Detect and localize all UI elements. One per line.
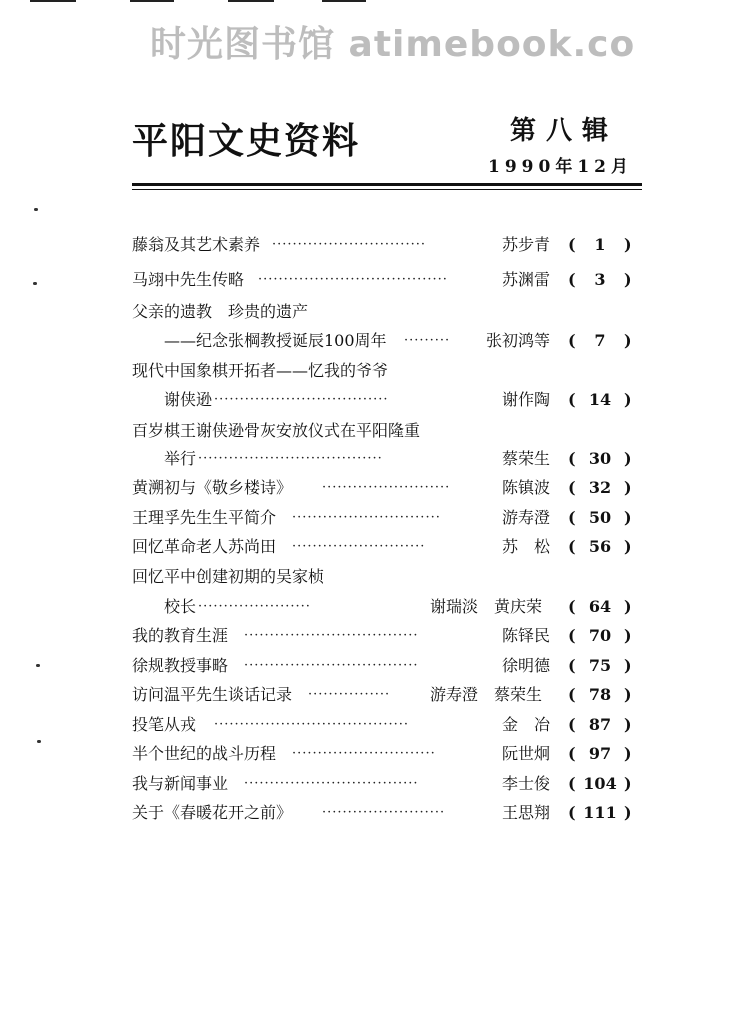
scan-mark bbox=[228, 0, 274, 2]
leader-dots: ······························ bbox=[272, 237, 426, 252]
scan-mark bbox=[322, 0, 366, 2]
entry-author: 苏步青 bbox=[502, 235, 551, 254]
watermark: 时光图书馆 atimebook.co bbox=[150, 24, 636, 65]
entry-author: 阮世炯 bbox=[502, 744, 551, 763]
leader-dots: ·································· bbox=[244, 776, 419, 791]
entry-author: 陈铎民 bbox=[502, 626, 551, 645]
toc-entry: 校长 ······················ 谢瑞淡 黄庆荣 ( 64 ) bbox=[0, 594, 733, 620]
entry-title: 访问温平先生谈话记录 bbox=[132, 685, 293, 704]
toc-entry: 关于《春暖花开之前》 ························ 王思翔 ( 111 ) bbox=[0, 800, 733, 826]
entry-title: 谢侠逊 bbox=[164, 390, 213, 409]
leader-dots: ···························· bbox=[292, 746, 436, 761]
toc-entry: 访问温平先生谈话记录 ················ 游寿澄 蔡荣生 ( 78 ) bbox=[0, 682, 733, 708]
entry-title: 百岁棋王谢侠逊骨灰安放仪式在平阳隆重 bbox=[132, 421, 421, 440]
leader-dots: ····························· bbox=[292, 510, 441, 525]
entry-author: 李士俊 bbox=[502, 774, 551, 793]
toc-entry: 王理孚先生生平简介 ····························· 游寿澄 ( 50 ) bbox=[0, 505, 733, 531]
toc-entry-heading bbox=[0, 299, 733, 325]
issue-number: 第八辑 bbox=[510, 116, 619, 146]
leader-dots: ···································· bbox=[198, 451, 383, 466]
toc-entry: 我的教育生涯 ·································· 陈铎民 ( 70 ) bbox=[0, 623, 733, 649]
entry-author: 谢瑞淡 黄庆荣 bbox=[430, 597, 543, 616]
entry-title: 半个世纪的战斗历程 bbox=[132, 744, 277, 763]
entry-author: 蔡荣生 bbox=[502, 449, 551, 468]
toc-entry: 谢侠逊 ·································· 谢作陶 ( 14 ) bbox=[0, 387, 733, 413]
entry-author: 苏渊雷 bbox=[502, 270, 551, 289]
entry-author: 徐明德 bbox=[502, 656, 551, 675]
leader-dots: ········· bbox=[404, 333, 451, 348]
entry-title: 回忆平中创建初期的吴家桢 bbox=[132, 567, 325, 586]
entry-author: 王思翔 bbox=[502, 803, 551, 822]
toc-entry: 半个世纪的战斗历程 ···························· 阮世炯 ( 97 ) bbox=[0, 741, 733, 767]
entry-title: 藤翁及其艺术素养 bbox=[132, 235, 261, 254]
entry-author: 游寿澄 蔡荣生 bbox=[430, 685, 543, 704]
toc-entry: 举行 ···································· 蔡荣生 ( 30 ) bbox=[0, 446, 733, 472]
toc-entry: ——纪念张棡教授诞辰100周年 ········· 张初鸿等 ( 7 ) bbox=[0, 328, 733, 354]
toc-entry: 马翊中先生传略 ····································· 苏渊雷 ( 3 ) bbox=[0, 267, 733, 293]
leader-dots: ·································· bbox=[214, 392, 389, 407]
entry-title: 校长 bbox=[164, 597, 197, 616]
entry-title: 王理孚先生生平简介 bbox=[132, 508, 277, 527]
entry-author: 金 冶 bbox=[502, 715, 551, 734]
entry-author: 陈镇波 bbox=[502, 478, 551, 497]
leader-dots: ····································· bbox=[258, 272, 448, 287]
entry-title: 回忆革命老人苏尚田 bbox=[132, 537, 277, 556]
toc-entry: 藤翁及其艺术素养 ······························ 苏步青 ( 1 ) bbox=[0, 232, 733, 258]
toc-entry-heading bbox=[0, 358, 733, 384]
entry-title: 我与新闻事业 bbox=[132, 774, 229, 793]
leader-dots: ·························· bbox=[292, 539, 426, 554]
leader-dots: ························ bbox=[322, 805, 446, 820]
entry-author: 张初鸿等 bbox=[486, 331, 551, 350]
scan-mark bbox=[30, 0, 76, 2]
publication-date: 1990年12月 bbox=[488, 157, 633, 177]
toc-entry-heading bbox=[0, 564, 733, 590]
entry-title: 关于《春暖花开之前》 bbox=[132, 803, 293, 822]
toc-entry: 回忆革命老人苏尚田 ·························· 苏 松 ( 56 ) bbox=[0, 534, 733, 560]
entry-title: 举行 bbox=[164, 449, 197, 468]
entry-subtitle: ——纪念张棡教授诞辰100周年 bbox=[164, 331, 387, 350]
leader-dots: ······················ bbox=[198, 599, 311, 614]
leader-dots: ················ bbox=[308, 687, 391, 702]
entry-title: 徐规教授事略 bbox=[132, 656, 229, 675]
entry-title: 父亲的遗教 珍贵的遗产 bbox=[132, 302, 309, 321]
entry-author: 谢作陶 bbox=[502, 390, 551, 409]
toc-entry-heading bbox=[0, 418, 733, 444]
entry-author: 游寿澄 bbox=[502, 508, 551, 527]
header-rule bbox=[132, 183, 642, 186]
scan-speck bbox=[34, 208, 38, 211]
entry-title: 投笔从戎 bbox=[132, 715, 197, 734]
entry-title: 现代中国象棋开拓者——忆我的爷爷 bbox=[132, 361, 389, 380]
publication-title: 平阳文史资料 bbox=[132, 121, 361, 162]
leader-dots: ······································ bbox=[214, 717, 410, 732]
leader-dots: ························· bbox=[322, 480, 451, 495]
leader-dots: ·································· bbox=[244, 658, 419, 673]
entry-title: 马翊中先生传略 bbox=[132, 270, 245, 289]
entry-title: 我的教育生涯 bbox=[132, 626, 229, 645]
entry-title: 黄溯初与《敬乡楼诗》 bbox=[132, 478, 293, 497]
scan-mark bbox=[130, 0, 174, 2]
toc-entry: 徐规教授事略 ·································· 徐明德 ( 75 ) bbox=[0, 653, 733, 679]
toc-entry: 我与新闻事业 ·································· 李士俊 ( 104 ) bbox=[0, 771, 733, 797]
leader-dots: ·································· bbox=[244, 628, 419, 643]
header-rule-thin bbox=[132, 189, 642, 190]
entry-author: 苏 松 bbox=[502, 537, 551, 556]
toc-entry: 黄溯初与《敬乡楼诗》 ························· 陈镇波 ( 32 ) bbox=[0, 475, 733, 501]
toc-entry: 投笔从戎 ······································ 金 冶 ( 87 ) bbox=[0, 712, 733, 738]
